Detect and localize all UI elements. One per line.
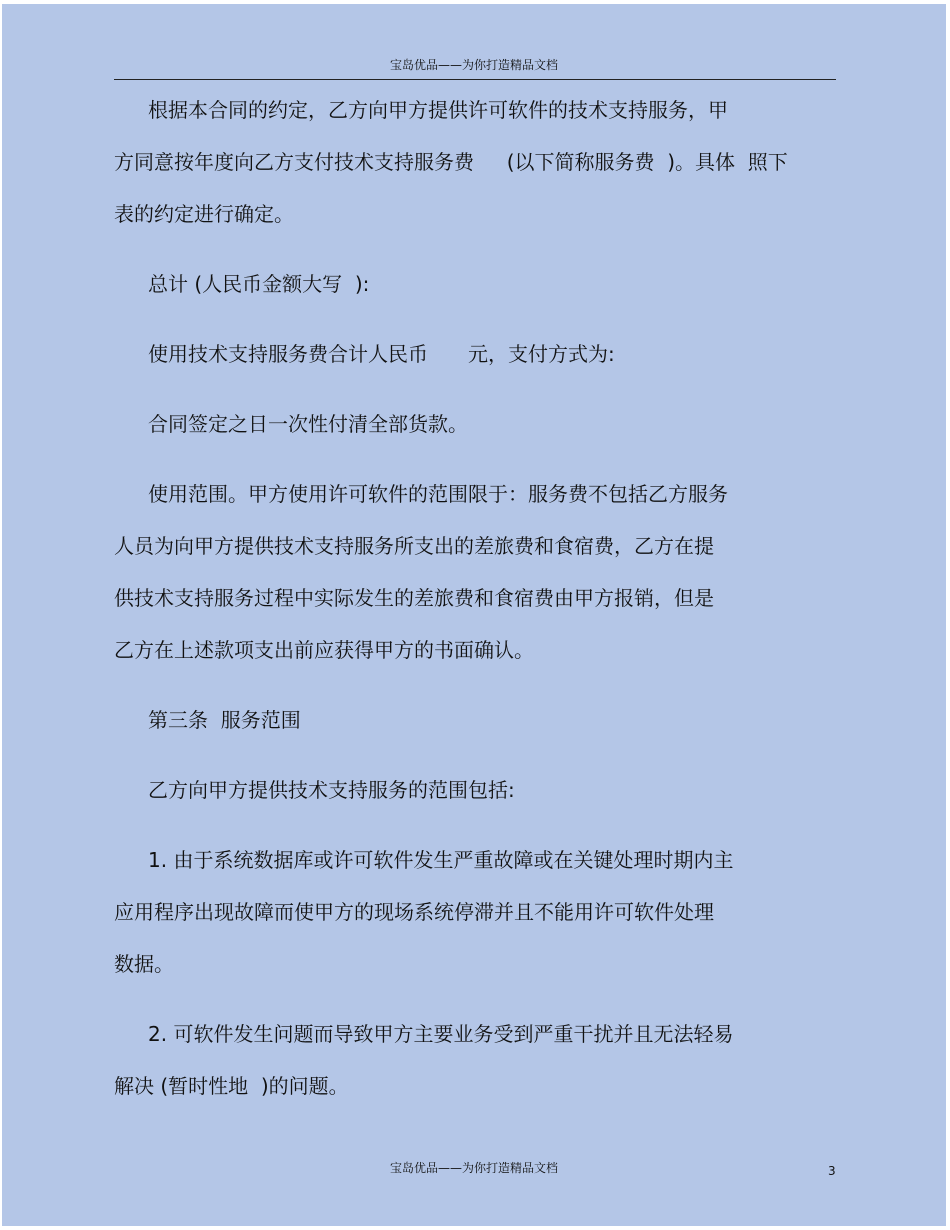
section-heading: 第三条 服务范围 (148, 708, 301, 732)
item-1-line-2: 应用程序出现故障而使甲方的现场系统停滞并且不能用许可软件处理 (114, 900, 714, 924)
item-1-line-1: 1. 由于系统数据库或许可软件发生严重故障或在关键处理时期内主 (148, 848, 734, 872)
paragraph-1-line-1: 根据本合同的约定，乙方向甲方提供许可软件的技术支持服务，甲 (148, 98, 728, 122)
item-2-line-2: 解决 (暂时性地 )的问题。 (114, 1074, 349, 1098)
item-2-line-1: 2. 可软件发生问题而导致甲方主要业务受到严重干扰并且无法轻易 (148, 1022, 734, 1046)
item-1-line-3: 数据。 (114, 952, 174, 976)
page-number: 3 (828, 1164, 836, 1178)
header-divider (114, 79, 836, 80)
total-line: 总计 (人民币金额大写 ): (148, 272, 370, 296)
page-header: 宝岛优品——为你打造精品文档 (389, 58, 558, 72)
paragraph-1-line-2: 方同意按年度向乙方支付技术支持服务费 (以下简称服务费 )。具体 照下 (114, 150, 788, 174)
page-footer: 宝岛优品——为你打造精品文档 (389, 1161, 558, 1175)
paragraph-5-line-2: 人员为向甲方提供技术支持服务所支出的差旅费和食宿费，乙方在提 (114, 534, 714, 558)
document-page (2, 4, 946, 1226)
paragraph-1-line-3: 表的约定进行确定。 (114, 202, 294, 226)
scope-intro: 乙方向甲方提供技术支持服务的范围包括: (148, 778, 515, 802)
paragraph-5-line-1: 使用范围。甲方使用许可软件的范围限于：服务费不包括乙方服务 (148, 482, 728, 506)
paragraph-5-line-4: 乙方在上述款项支出前应获得甲方的书面确认。 (114, 638, 534, 662)
paragraph-5-line-3: 供技术支持服务过程中实际发生的差旅费和食宿费由甲方报销，但是 (114, 586, 714, 610)
payment-line: 合同签定之日一次性付清全部货款。 (148, 412, 468, 436)
fee-line: 使用技术支持服务费合计人民币 元，支付方式为: (148, 342, 615, 366)
